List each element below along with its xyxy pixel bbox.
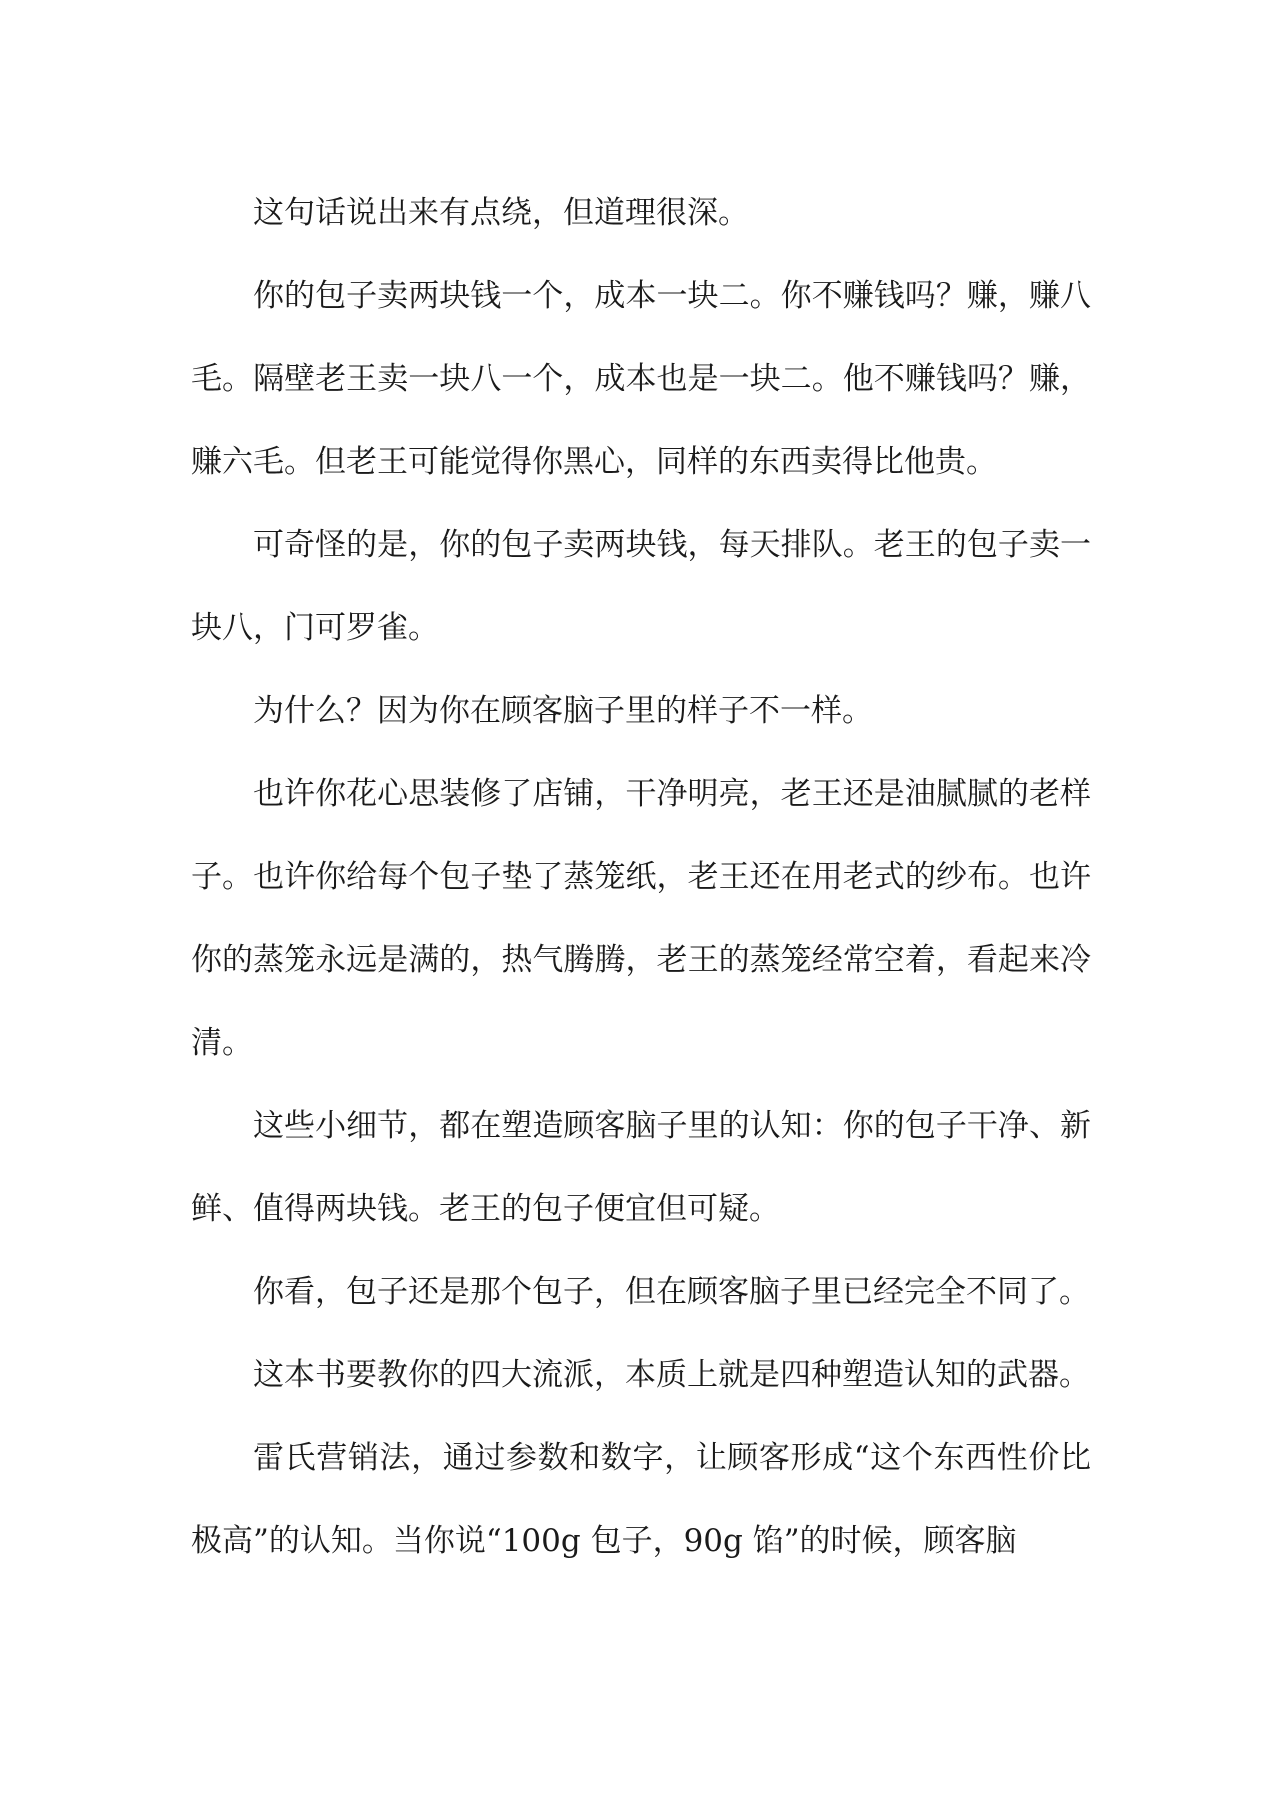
paragraph-3: 可奇怪的是，你的包子卖两块钱，每天排队。老王的包子卖一块八，门可罗雀。 — [191, 527, 1091, 646]
document-body — [191, 172, 1091, 1583]
paragraph-9: 雷氏营销法，通过参数和数字，让顾客形成“这个东西性价比极高”的认知。当你说“100g 包子，90g 馅”的时候，顾客脑 — [191, 1440, 1091, 1559]
paragraph-5: 也许你花心思装修了店铺，干净明亮，老王还是油腻腻的老样子。也许你给每个包子垫了蒸笼纸，老王还在用老式的纱布。也许你的蒸笼永远是满的，热气腾腾，老王的蒸笼经常空着，看起来冷清。 — [191, 776, 1091, 1061]
paragraph-2: 你的包子卖两块钱一个，成本一块二。你不赚钱吗？赚，赚八毛。隔壁老王卖一块八一个，成本也是一块二。他不赚钱吗？赚，赚六毛。但老王可能觉得你黑心，同样的东西卖得比他贵。 — [191, 278, 1091, 480]
paragraph-8: 这本书要教你的四大流派，本质上就是四种塑造认知的武器。 — [253, 1357, 1090, 1393]
paragraph-7: 你看，包子还是那个包子，但在顾客脑子里已经完全不同了。 — [253, 1274, 1090, 1310]
paragraph-1: 这句话说出来有点绕，但道理很深。 — [253, 195, 749, 231]
paragraph-6: 这些小细节，都在塑造顾客脑子里的认知：你的包子干净、新鲜、值得两块钱。老王的包子便宜但可疑。 — [191, 1108, 1091, 1227]
paragraph-4: 为什么？因为你在顾客脑子里的样子不一样。 — [253, 693, 873, 729]
